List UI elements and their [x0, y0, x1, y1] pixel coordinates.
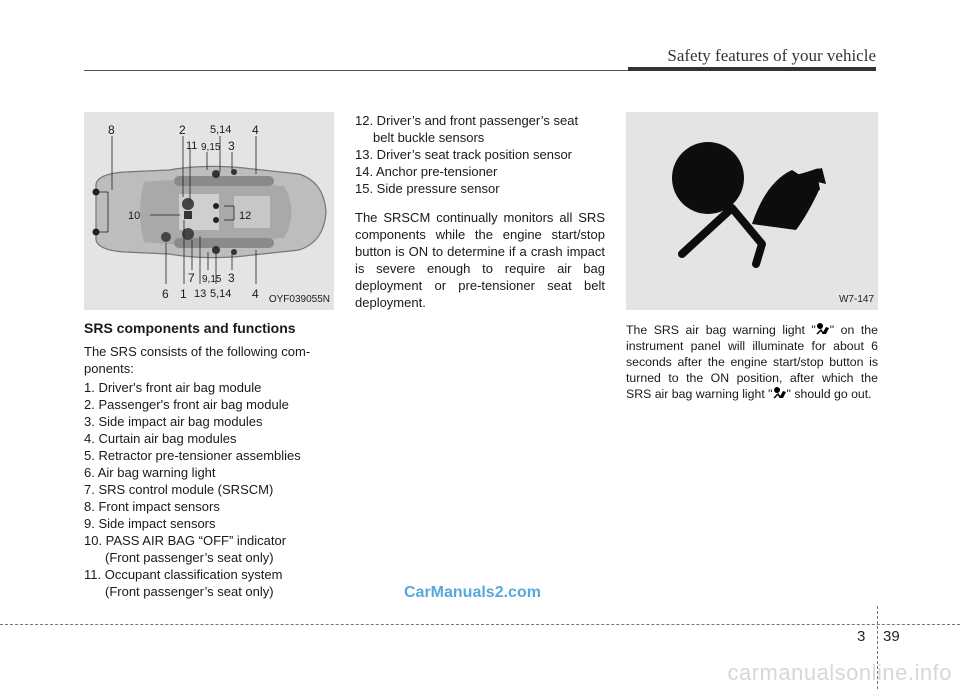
list-item: 2. Passenger's front air bag module [84, 397, 289, 412]
airbag-warning-figure [626, 112, 878, 310]
callout-13: 13 [194, 288, 207, 300]
intro-line-1: The SRS consists of the following com- [84, 344, 311, 359]
callout-5-14-top: 5,14 [210, 124, 232, 136]
page-number: 39 [883, 628, 900, 645]
component-list [84, 379, 334, 600]
right-column [626, 112, 878, 402]
airbag-warning-icon [626, 112, 878, 310]
component-list-continued [355, 112, 605, 197]
chapter-number: 3 [857, 628, 866, 645]
list-item: 4. Curtain air bag modules [84, 431, 237, 446]
callout-3-bottom: 3 [228, 271, 235, 285]
icon-code: W7-147 [838, 294, 874, 305]
list-item: 5. Retractor pre-tensioner assemblies [84, 448, 301, 463]
watermark-link[interactable]: CarManuals2.com [404, 584, 541, 601]
section-intro [84, 343, 334, 377]
header-rule-accent [628, 67, 876, 71]
callout-11: 11 [186, 140, 198, 152]
warning-paragraph: The SRS air bag warning light " " on the instrument panel will illuminate for about 6 seconds after the engine start/stop button is turned to the ON position, after which the SRS air bag warning light " " should go out. [626, 323, 878, 401]
callout-9-15-bottom: 9,15 [202, 274, 222, 285]
callout-12: 12 [239, 210, 252, 222]
airbag-warning-icon [816, 322, 830, 336]
list-item: 13. Driver’s seat track position sensor [355, 147, 573, 162]
list-item: 11. Occupant classification system (Front passenger’s seat only) [84, 567, 283, 599]
intro-line-2: ponents: [84, 361, 134, 376]
callout-2: 2 [179, 123, 186, 137]
callout-5-14-bottom: 5,14 [210, 288, 232, 300]
list-item: 1. Driver's front air bag module [84, 380, 262, 395]
diagram-code: OYF039055N [268, 294, 330, 305]
list-item: 15. Side pressure sensor [355, 181, 500, 196]
callout-9-15-top: 9,15 [201, 142, 221, 153]
left-column [84, 112, 334, 600]
callout-4-top: 4 [252, 123, 259, 137]
callout-1: 1 [180, 287, 187, 301]
callout-7: 7 [188, 271, 195, 285]
list-item: 7. SRS control module (SRSCM) [84, 482, 274, 497]
footer-rule [0, 624, 960, 625]
airbag-warning-icon [773, 386, 787, 400]
list-item: 12. Driver’s and front passenger’s seat belt buckle sensors [355, 113, 579, 145]
list-item: 9. Side impact sensors [84, 516, 216, 531]
srs-diagram [84, 112, 334, 310]
list-item: 10. PASS AIR BAG “OFF” indicator (Front passenger’s seat only) [84, 533, 287, 565]
list-item: 3. Side impact air bag modules [84, 414, 263, 429]
list-item: 8. Front impact sensors [84, 499, 220, 514]
callout-10: 10 [128, 210, 141, 222]
middle-column [355, 112, 605, 311]
srscm-paragraph: The SRSCM continually monitors all SRS components while the engine start/stop button is ON to determine if a crash impact is severe enough to require air bag deployment or pre-tensioner seat belt deployment. [355, 210, 605, 310]
header-title: Safety features of your vehicle [667, 46, 876, 65]
callout-6: 6 [162, 287, 169, 301]
callout-8: 8 [108, 123, 115, 137]
list-item: 6. Air bag warning light [84, 465, 216, 480]
section-heading: SRS components and functions [84, 320, 296, 336]
list-item: 14. Anchor pre-tensioner [355, 164, 498, 179]
callout-3-top: 3 [228, 139, 235, 153]
callout-4-bottom: 4 [252, 287, 259, 301]
bottom-watermark: carmanualsonline.info [727, 660, 952, 685]
